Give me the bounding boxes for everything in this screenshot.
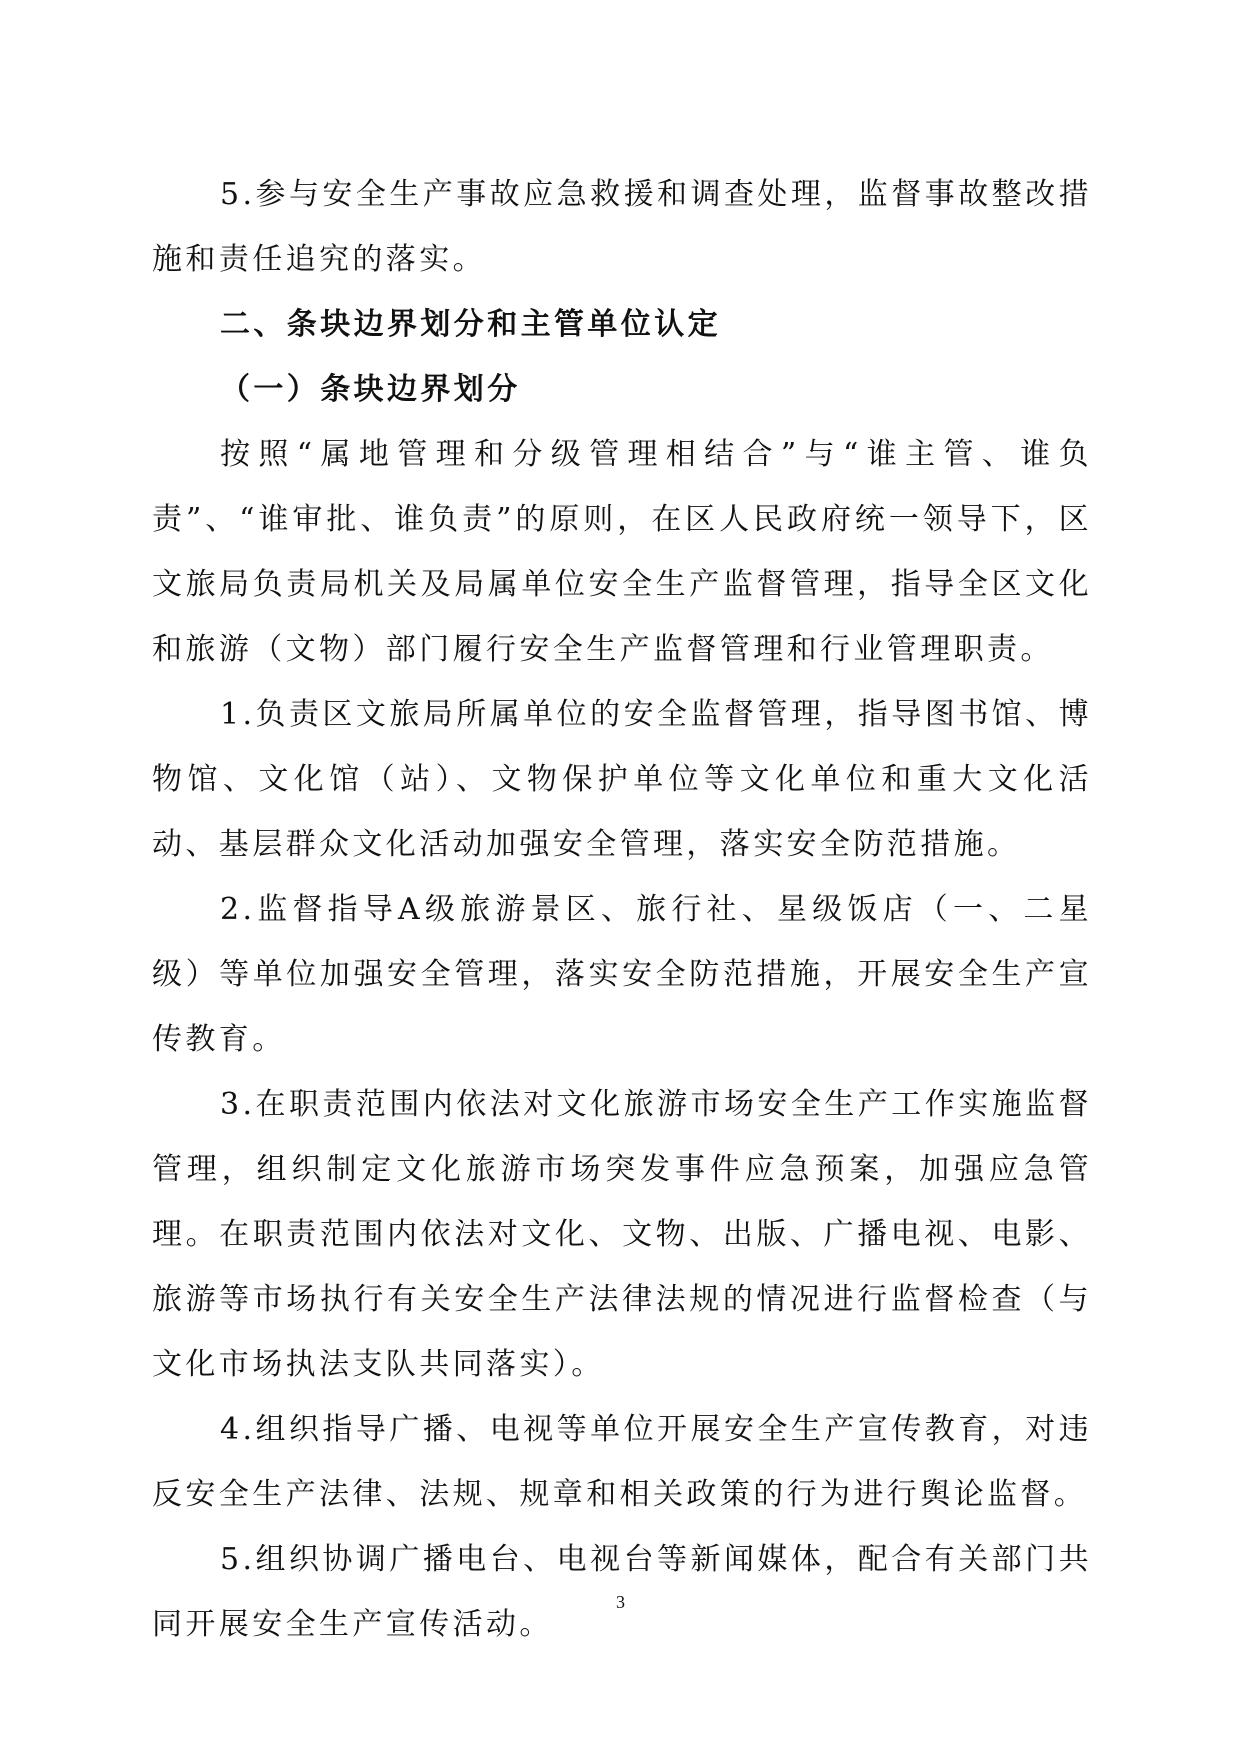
paragraph-item-2: 2.监督指导A级旅游景区、旅行社、星级饭店（一、二星级）等单位加强安全管理，落实安全防范措施，开展安全生产宣传教育。: [152, 892, 1092, 1057]
page-number: 3: [616, 1592, 625, 1612]
subsection-heading-boundary: （一）条块边界划分: [220, 372, 521, 407]
paragraph-item-3: 3.在职责范围内依法对文化旅游市场安全生产工作实施监督管理，组织制定文化旅游市场突发事件应急预案，加强应急管理。在职责范围内依法对文化、文物、出版、广播电视、电影、旅游等市场执行有关安全生产法律法规的情况进行监督检查（与文化市场执法支队共同落实）。: [152, 1087, 1092, 1382]
paragraph-principles: 按照“属地管理和分级管理相结合”与“谁主管、谁负责”、“谁审批、谁负责”的原则，在区人民政府统一领导下，区文旅局负责局机关及局属单位安全生产监督管理，指导全区文化和旅游（文物）部门履行安全生产监督管理和行业管理职责。: [152, 437, 1092, 667]
paragraph-item-5: 5.组织协调广播电台、电视台等新闻媒体，配合有关部门共同开展安全生产宣传活动。: [152, 1542, 1092, 1642]
paragraph-accident-rescue: 5.参与安全生产事故应急救援和调查处理，监督事故整改措施和责任追究的落实。: [152, 177, 1092, 277]
document-body: [152, 162, 1092, 1657]
paragraph-item-1: 1.负责区文旅局所属单位的安全监督管理，指导图书馆、博物馆、文化馆（站）、文物保护单位等文化单位和重大文化活动、基层群众文化活动加强安全管理，落实安全防范措施。: [152, 697, 1092, 862]
section-heading-boundary: 二、条块边界划分和主管单位认定: [220, 307, 721, 342]
paragraph-item-4: 4.组织指导广播、电视等单位开展安全生产宣传教育，对违反安全生产法律、法规、规章和相关政策的行为进行舆论监督。: [152, 1412, 1092, 1512]
